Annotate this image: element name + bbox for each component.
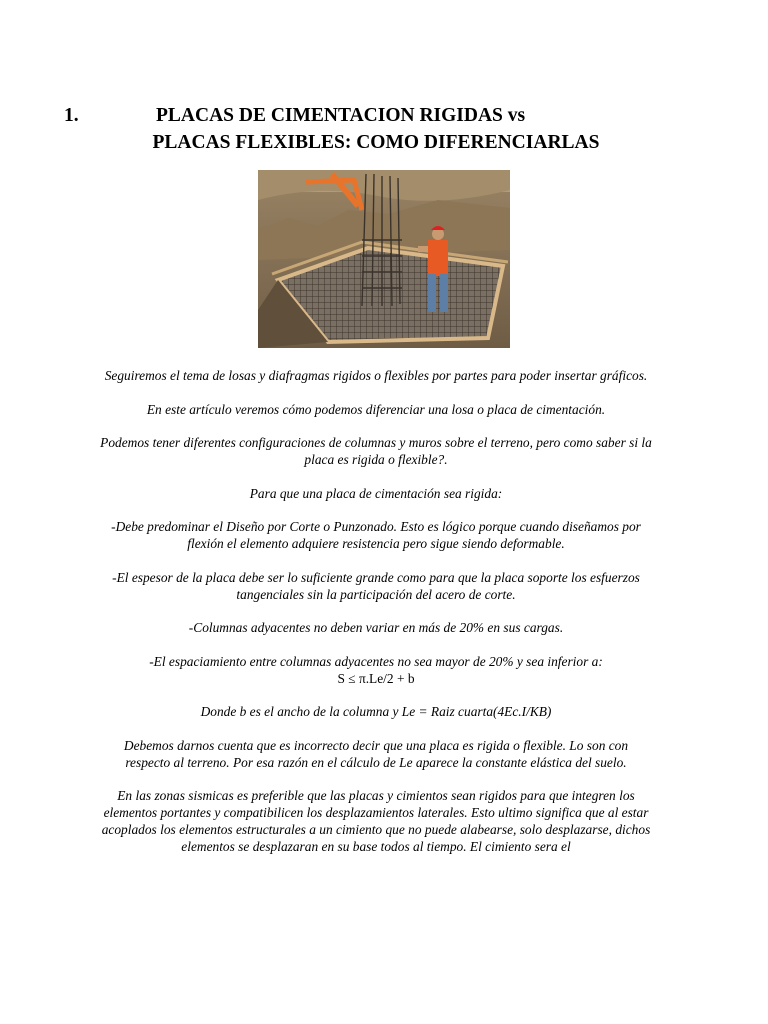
article-body [100, 367, 652, 872]
foundation-photo [258, 170, 510, 348]
paragraph-column-loads: -Columnas adyacentes no deben variar en más de 20% en sus cargas. [188, 620, 564, 635]
paragraph-thickness: -El espesor de la placa debe ser lo suficiente grande como para que la placa soporte los esfuerzos tangenciales sin la participación del acero de corte. [112, 569, 640, 602]
paragraph-soil-stiffness: Debemos darnos cuenta que es incorrecto decir que una placa es rigida o flexible. Lo son con respecto al terreno. Por esa razón en el cálculo de Le aparece la constante elástica del suelo. [123, 737, 629, 770]
paragraph-spacing: -El espaciamiento entre columnas adyacentes no sea mayor de 20% y sea inferior a: [149, 653, 603, 669]
paragraph-rigid-condition: Para que una placa de cimentación sea rigida: [249, 485, 503, 501]
paragraph-article: En este artículo veremos cómo podemos diferenciar una losa o placa de cimentación. [146, 401, 606, 417]
paragraph-seismic: En las zonas sismicas es preferible que las placas y cimientos sean rigidos para que integren los elementos portantes y compatibilicen los desplazamientos laterales. Esto ultimo significa que al estar acoplados los elementos estructurales a un cimiento que no puede alabearse, solo desplazarse, dichos elementos se desplazaran en su base todos al tiempo. El cimiento sera el [101, 788, 651, 854]
paragraph-shear-design: -Debe predominar el Diseño por Corte o Punzonado. Esto es lógico porque cuando diseñamos por flexión el elemento adquiere resistencia pero sigue siendo deformable. [111, 519, 641, 551]
heading-number: 1. [64, 105, 79, 126]
paragraph-configurations: Podemos tener diferentes configuraciones de columnas y muros sobre el terreno, pero como saber si la placa es rigida o flexible?. [100, 435, 652, 467]
paragraph-definitions: Donde b es el ancho de la columna y Le = Raiz cuarta(4Ec.I/KB) [200, 704, 552, 719]
spacing-formula: S ≤ π.Le/2 + b [337, 670, 415, 686]
paragraph-intro: Seguiremos el tema de losas y diafragmas rigidos o flexibles por partes para poder insertar gráficos. [104, 368, 648, 383]
heading-line-2: PLACAS FLEXIBLES: COMO DIFERENCIARLAS [152, 132, 600, 153]
heading-line-1: PLACAS DE CIMENTACION RIGIDAS vs [156, 105, 526, 126]
